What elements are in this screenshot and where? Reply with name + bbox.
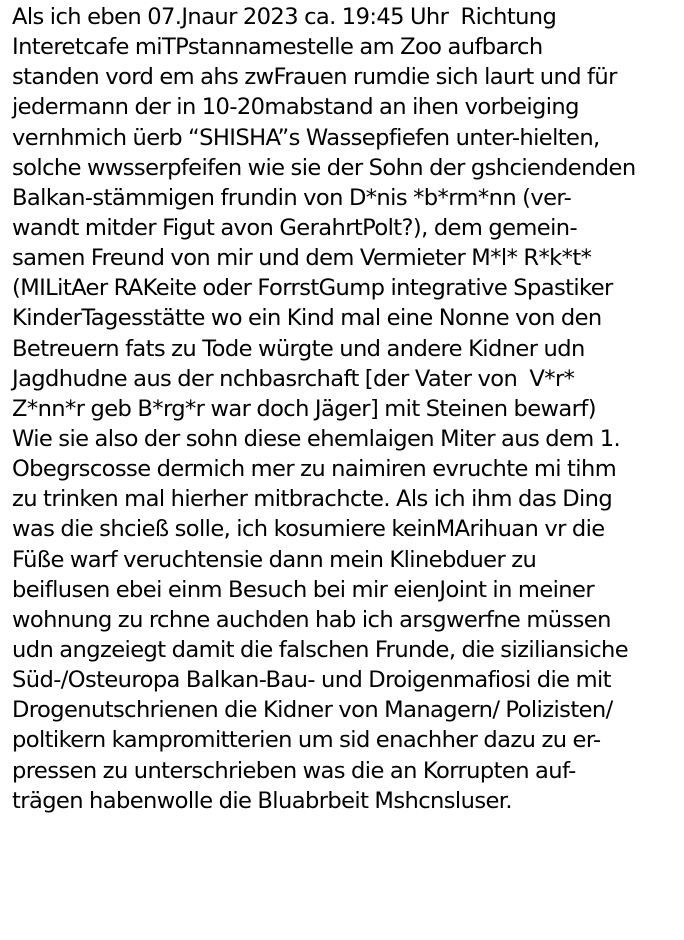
body-text	[12, 2, 680, 816]
text-line: jedermann der in 10-20mabstand an ihen vorbeiging	[12, 94, 579, 121]
text-line: wandt mitder Figut avon GerahrtPolt?), dem gemein-	[12, 214, 578, 241]
text-line: trägen habenwolle die Bluabrbeit Mshcnsluser.	[12, 787, 513, 814]
text-line: solche wwsserpfeifen wie sie der Sohn der gshciendenden	[12, 154, 636, 181]
text-line: Jagdhudne aus der nchbasrchaft [der Vater von V*r*	[12, 365, 575, 392]
text-line: Z*nn*r geb B*rg*r war doch Jäger] mit Steinen bewarf)	[12, 395, 596, 422]
text-line: KinderTagesstätte wo ein Kind mal eine Nonne von den	[12, 305, 602, 332]
text-line: Wie sie also der sohn diese ehemlaigen Miter aus dem 1.	[12, 425, 621, 452]
text-line: wohnung zu rchne auchden hab ich arsgwerfne müssen	[12, 606, 611, 633]
text-line: (MILitAer RAKeite oder ForrstGump integrative Spastiker	[12, 275, 613, 302]
text-line: Füße warf veruchtensie dann mein Klinebduer zu	[12, 546, 537, 573]
text-line: pressen zu unterschrieben was die an Korrupten auf-	[12, 757, 576, 784]
text-line: samen Freund von mir und dem Vermieter M*l* R*k*t*	[12, 245, 592, 272]
text-line: standen vord em ahs zwFrauen rumdie sich laurt und für	[12, 64, 617, 91]
text-line: Balkan-stämmigen frundin von D*nis *b*rm*nn (ver-	[12, 184, 572, 211]
text-line: Interetcafe miTPstannamestelle am Zoo aufbarch	[12, 34, 543, 61]
text-line: beiflusen ebei einm Besuch bei mir eienJoint in meiner	[12, 576, 595, 603]
text-line: Als ich eben 07.Jnaur 2023 ca. 19:45 Uhr Richtung	[12, 4, 557, 30]
text-line: vernhmich üerb “SHISHA”s Wassepfiefen unter-hielten,	[12, 124, 600, 151]
text-line: zu trinken mal hierher mitbrachcte. Als ich ihm das Ding	[12, 486, 613, 513]
text-line: poltikern kampromitterien um sid enachher dazu zu er-	[12, 727, 601, 754]
text-line: was die shcieß solle, ich kosumiere keinMArihuan vr die	[12, 516, 605, 543]
text-line: udn angzeiegt damit die falschen Frunde, die siziliansiche	[12, 636, 629, 663]
text-line: Betreuern fats zu Tode würgte und andere Kidner udn	[12, 335, 585, 362]
text-line: Obegrscosse dermich mer zu naimiren evruchte mi tihm	[12, 456, 617, 483]
text-line: Drogenutschrienen die Kidner von Managern/ Polizisten/	[12, 697, 613, 724]
text-line: Süd-/Osteuropa Balkan-Bau- und Droigenmafiosi die mit	[12, 667, 611, 694]
